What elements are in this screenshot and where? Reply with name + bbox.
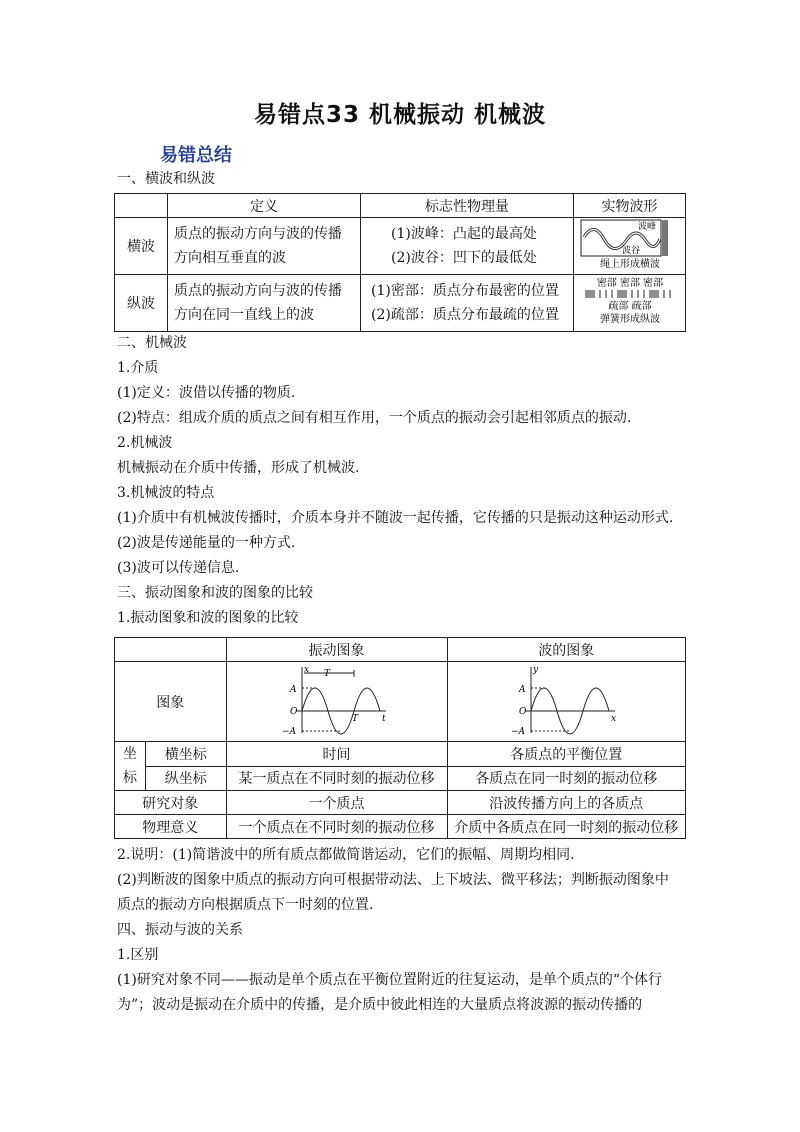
text-comparison-sub: 1.振动图象和波的图象的比较 (117, 610, 299, 626)
vib-T-label: T (323, 668, 330, 679)
row-y-wave: 各质点在同一时刻的振动位移 (447, 766, 685, 791)
crest-label: 波峰 (637, 222, 656, 232)
header-empty (115, 194, 168, 218)
text-medium-definition: (1)定义：波借以传播的物质. (117, 385, 296, 401)
vibration-graph-cell (226, 662, 447, 742)
text-features: 3.机械波的特点 (117, 485, 215, 501)
row-type-transverse: 横波 (115, 218, 168, 275)
vibration-graph (282, 663, 392, 737)
text-difference-1a: (1)研究对象不同——振动是单个质点在平衡位置附近的往复运动，是单个质点的“个体行 (117, 972, 662, 988)
longitudinal-caption: 弹簧形成纵波 (599, 314, 660, 325)
heading-mechanical-wave: 二、机械波 (117, 335, 187, 351)
wave-types-table (114, 193, 686, 332)
heading-transverse-longitudinal: 一、横波和纵波 (117, 171, 215, 187)
header-empty-2 (115, 638, 227, 662)
rope-wave-image (580, 219, 680, 269)
row-quantity-transverse: (1)波峰：凸起的最高处 (2)波谷：凹下的最低处 (361, 218, 574, 275)
header-wave-graph: 波的图象 (447, 638, 685, 662)
heading-comparison: 三、振动图象和波的图象的比较 (117, 585, 313, 601)
row-x-wave: 各质点的平衡位置 (447, 742, 685, 767)
row-image-label: 图象 (115, 662, 227, 742)
text-difference: 1.区别 (117, 947, 159, 963)
vib-A-label: A (289, 684, 297, 695)
header-vibration-graph: 振动图象 (226, 638, 447, 662)
vib-t-label: t (381, 713, 386, 724)
section-subtitle: 易错总结 (160, 145, 232, 166)
spring-wave-image (580, 276, 680, 326)
header-quantity: 标志性物理量 (361, 194, 574, 218)
text-mech-wave: 2.机械波 (117, 435, 173, 451)
vib-T2-label: T (351, 713, 358, 724)
wave-graph (511, 663, 621, 737)
vib-y-label: x (303, 664, 309, 675)
wave-A-label: A (519, 684, 526, 695)
sparse-labels: 疏部 疏部 (607, 301, 652, 312)
row-x-vib: 时间 (226, 742, 447, 767)
vib-negA-label: −A (281, 726, 296, 737)
row-def-longitudinal: 质点的振动方向与波的传播方向在同一直线上的波 (168, 275, 361, 332)
row-mean-wave: 介质中各质点在同一时刻的振动位移 (447, 815, 685, 839)
coord-label: 坐 标 (115, 742, 146, 791)
row-mean-label: 物理意义 (115, 815, 227, 839)
text-difference-1b: 为”；波动是振动在介质中的传播，是介质中彼此相连的大量质点将波源的振动传播的 (117, 997, 643, 1013)
trough-label: 波谷 (621, 246, 640, 256)
page-title: 易错点33 机械振动 机械波 (253, 102, 547, 128)
wave-x-label: x (611, 713, 617, 724)
row-type-longitudinal: 纵波 (115, 275, 168, 332)
row-obj-label: 研究对象 (115, 791, 227, 815)
transverse-wave-figure (574, 218, 686, 275)
heading-relation: 四、振动与波的关系 (117, 922, 243, 938)
text-note-2: (2)判断波的图象中质点的振动方向可根据带动法、上下坡法、微平移法；判断振动图象中 (117, 872, 669, 888)
row-obj-vib: 一个质点 (226, 791, 447, 815)
wave-negA-label: −A (511, 726, 526, 737)
text-note-1: 2.说明：(1)简谐波中的所有质点都做简谐运动，它们的振幅、周期均相同. (117, 847, 575, 863)
header-waveform: 实物波形 (574, 194, 686, 218)
row-x-label: 横坐标 (146, 742, 227, 767)
row-quantity-longitudinal: (1)密部：质点分布最密的位置 (2)疏部：质点分布最疏的位置 (361, 275, 574, 332)
vib-O-label: O (289, 706, 297, 717)
row-mean-vib: 一个质点在不同时刻的振动位移 (226, 815, 447, 839)
transverse-caption: 绳上形成横波 (599, 259, 660, 269)
comparison-table (114, 637, 686, 839)
text-note-3: 质点的振动方向根据质点下一时刻的位置. (117, 897, 374, 913)
text-mech-wave-desc: 机械振动在介质中传播，形成了机械波. (117, 460, 360, 476)
wave-y-label: y (533, 664, 539, 675)
row-def-transverse: 质点的振动方向与波的传播方向相互垂直的波 (168, 218, 361, 275)
row-obj-wave: 沿波传播方向上的各质点 (447, 791, 685, 815)
row-y-vib: 某一质点在不同时刻的振动位移 (226, 766, 447, 791)
text-feature-1: (1)介质中有机械波传播时，介质本身并不随波一起传播，它传播的只是振动这种运动形式. (117, 510, 674, 526)
text-feature-2: (2)波是传递能量的一种方式. (117, 535, 296, 551)
dense-labels: 密部 密部 密部 (596, 278, 663, 289)
text-medium-feature: (2)特点：组成介质的质点之间有相互作用，一个质点的振动会引起相邻质点的振动. (117, 410, 632, 426)
row-y-label: 纵坐标 (146, 766, 227, 791)
longitudinal-wave-figure (574, 275, 686, 332)
wave-graph-cell (447, 662, 685, 742)
text-feature-3: (3)波可以传递信息. (117, 560, 240, 576)
wave-O-label: O (519, 706, 527, 717)
header-definition: 定义 (168, 194, 361, 218)
text-medium: 1.介质 (117, 360, 159, 376)
